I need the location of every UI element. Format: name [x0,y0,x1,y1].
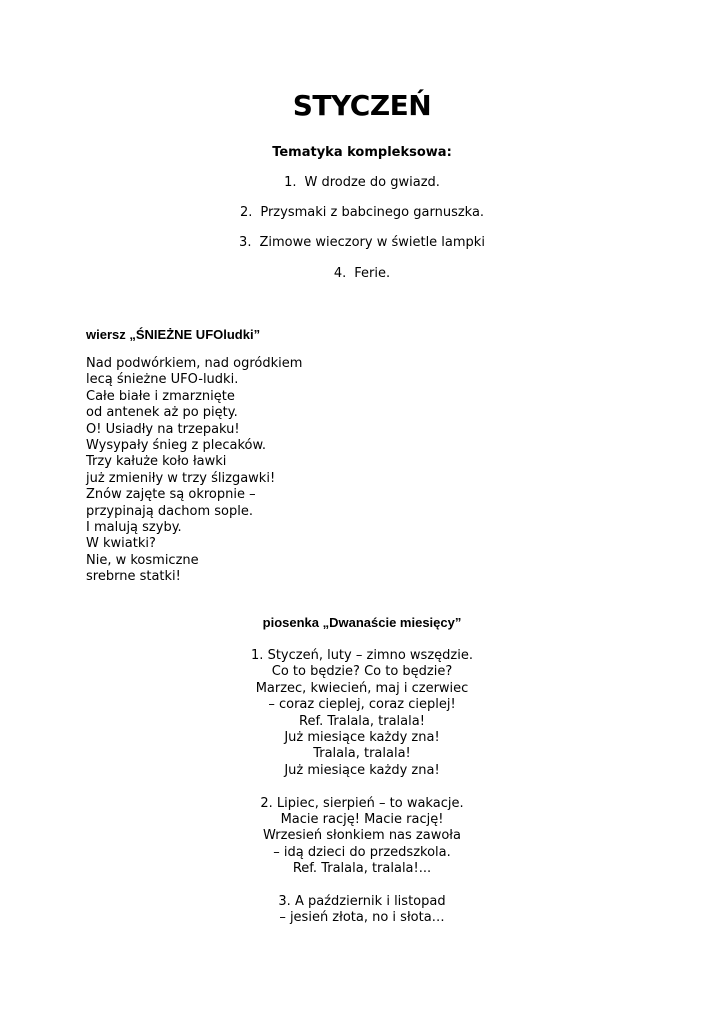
song-line: Wrzesień słonkiem nas zawoła [263,828,461,844]
song-blank-line [0,779,724,795]
topic-item [0,235,724,251]
topic-number: 4. [333,266,347,281]
song-line: – coraz cieplej, coraz cieplej! [268,697,456,713]
topics-heading: Tematyka kompleksowa: [272,145,452,160]
song-line: 2. Lipiec, sierpień – to wakacje. [260,795,464,811]
song-line: Ref. Tralala, tralala!... [292,861,432,877]
song-line: 3. A październik i listopad [278,894,446,910]
song-line: Macie rację! Macie rację! [280,812,444,828]
poem-line: lecą śnieżne UFO-ludki. [86,372,239,388]
poem-line: Wysypały śnieg z plecaków. [86,438,267,454]
song-line: – idą dzieci do przedszkola. [273,844,451,860]
song-lyrics [0,648,724,927]
song-line: Już miesiące każdy zna! [284,730,440,746]
song-line: Już miesiące każdy zna! [284,762,440,778]
topic-number: 2. [239,205,253,220]
poem-line: Nad podwórkiem, nad ogródkiem [86,356,303,371]
poem-line: Znów zajęte są okropnie – [86,487,256,503]
song-line: Co to będzie? Co to będzie? [271,664,453,680]
poem-text [86,356,386,586]
topic-text: Przysmaki z babcinego garnuszka. [260,205,485,220]
poem-line: W kwiatki? [86,536,156,552]
poem-line: I malują szyby. [86,520,182,536]
poem-line: Trzy kałuże koło ławki [86,454,227,470]
poem-line: Całe białe i zmarznięte [86,388,235,404]
poem-line: O! Usiadły na trzepaku! [86,421,240,437]
topic-text: Ferie. [354,266,391,281]
topic-item [0,205,724,221]
poem-heading: wiersz „ŚNIEŻNE UFOludki” [86,327,261,342]
song-heading: piosenka „Dwanaście miesięcy” [262,615,462,630]
poem-line: już zmieniły w trzy ślizgawki! [86,470,276,486]
poem-line: srebrne statki! [86,569,181,585]
topic-number: 1. [284,175,297,190]
song-line: Marzec, kwiecień, maj i czerwiec [255,680,469,696]
topic-text: W drodze do gwiazd. [304,175,440,190]
topic-item [0,266,724,282]
song-line: Tralala, tralala! [313,746,411,762]
song-blank-line [0,878,724,894]
poem-line: Nie, w kosmiczne [86,552,199,568]
topic-item [0,175,724,191]
topic-text: Zimowe wieczory w świetle lampki [259,235,485,250]
song-line: 1. Styczeń, luty – zimno wszędzie. [251,648,473,663]
page-title: STYCZEŃ [292,89,432,122]
song-line: Ref. Tralala, tralala! [299,713,425,729]
poem-line: od antenek aż po pięty. [86,405,238,421]
topic-number: 3. [239,235,252,250]
song-line: – jesień złota, no i słota… [279,910,445,926]
poem-line: przypinają dachom sople. [86,503,253,519]
